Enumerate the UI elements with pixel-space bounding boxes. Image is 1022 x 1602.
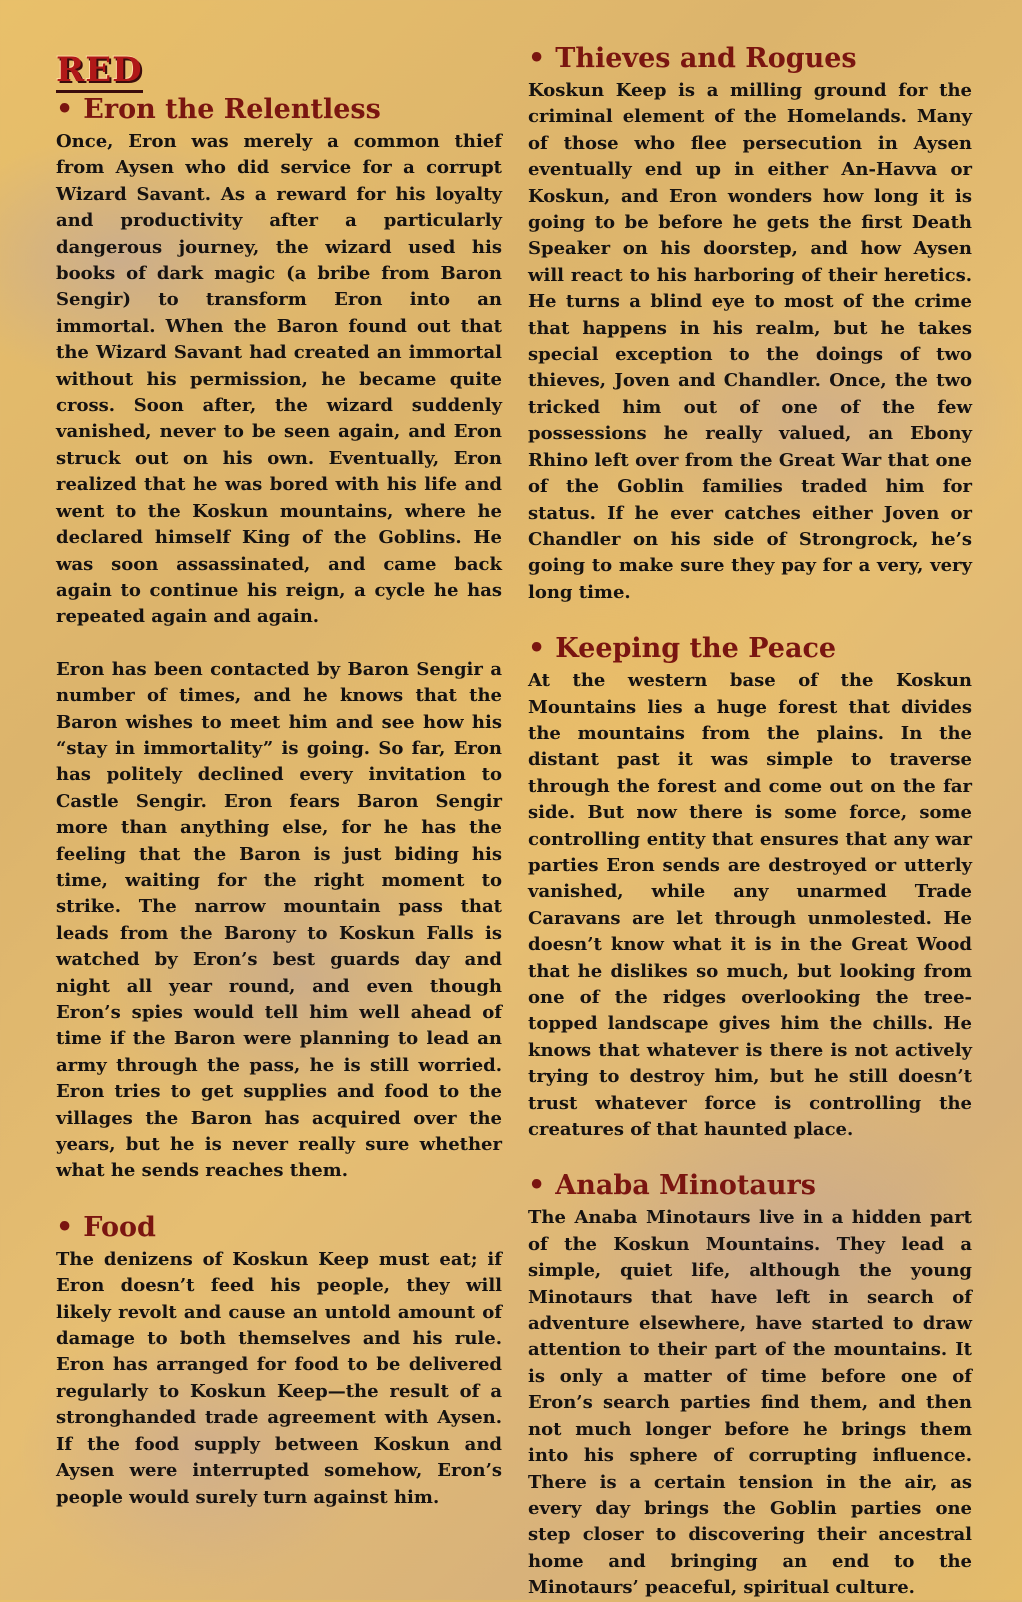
paragraph-gap (528, 1143, 972, 1169)
heading-text: Keeping the Peace (555, 633, 837, 665)
section-label-red: RED (56, 50, 143, 93)
paragraph-gap (56, 1185, 502, 1211)
heading-text: Eron the Relentless (83, 94, 381, 125)
paragraph-thieves: Koskun Keep is a milling ground for the criminal element of the Homelands. Many of those who flee persecution in Aysen eventually end up in either An-Havva or Koskun, and Eron wonders how long it is going to be before he gets the first Death Speaker on his doorstep, and how Aysen will react to his harboring of their heretics. He turns a blind eye to most of the crime that happens in his realm, but he takes special exception to the doings of two thieves, Joven and Chandler. Once, the two tricked him out of one of the few possessions he really valued, an Ebony Rhino left over from the Great War that one of the Goblin families traded him for status. If he ever catches either Joven or Chandler on his side of Strongrock, he’s going to make sure they pay for a very, very long time. (528, 80, 972, 603)
heading-anaba-minotaurs (528, 1169, 972, 1203)
paragraph-eron-baron: Eron has been contacted by Baron Sengir a number of times, and he knows that the Baron wishes to meet him and see how his “stay in immortality” is going. So far, Eron has politely declined every invitation to Castle Sengir. Eron fears Baron Sengir more than anything else, for he has the feeling that the Baron is just biding his time, waiting for the right moment to strike. The narrow mountain pass that leads from the Barony to Koskun Falls is watched by Eron’s best guards day and night all year round, and even though Eron’s spies would tell him well ahead of time if the Baron were planning to lead an army through the pass, he is still worried. Eron tries to get supplies and food to the villages the Baron has acquired over the years, but he is never really sure whether what he sends reaches them. (56, 658, 502, 1182)
heading-eron-the-relentless (56, 93, 502, 127)
bullet-icon: • (528, 43, 546, 74)
paragraph-eron-origin: Once, Eron was merely a common thief from Aysen who did service for a corrupt Wizard Savant. As a reward for his loyalty and productivity after a particularly dangerous journey, the wizard used his books of dark magic (a bribe from Baron Sengir) to transform Eron into an immortal. When the Baron found out that the Wizard Savant had created an immortal without his permission, he became quite cross. Soon after, the wizard suddenly vanished, never to be seen again, and Eron struck out on his own. Eventually, Eron realized that he was bored with his life and went to the Koskun mountains, where he declared himself King of the Goblins. He was soon assassinated, and came back again to continue his reign, a cycle he has repeated again and again. (56, 131, 502, 628)
paragraph-food: The denizens of Koskun Keep must eat; if Eron doesn’t feed his people, they will likely revolt and cause an untold amount of damage to both themselves and his rule. Eron has arranged for food to be delivered regularly to Koskun Keep—the result of a stronghanded trade agreement with Aysen. If the food supply between Koskun and Aysen were interrupted somehow, Eron’s people would surely turn against him. (56, 1248, 502, 1508)
paragraph-gap (56, 631, 502, 657)
heading-text: Food (83, 1211, 156, 1243)
right-column (528, 42, 972, 1602)
heading-keeping-the-peace (528, 632, 972, 666)
paragraph-gap (528, 606, 972, 632)
heading-text: Thieves and Rogues (555, 43, 857, 74)
heading-thieves-and-rogues (528, 42, 972, 76)
bullet-icon: • (528, 633, 546, 665)
left-column (56, 42, 502, 1511)
paragraph-peace: At the western base of the Koskun Mountains lies a huge forest that divides the mountains from the plains. In the distant past it was simple to traverse through the forest and come out on the far side. But now there is some force, some controlling entity that ensures that any war parties Eron sends are destroyed or utterly vanished, while any unarmed Trade Caravans are let through unmolested. He doesn’t know what it is in the Great Wood that he dislikes so much, but looking from one of the ridges overlooking the tree-topped landscape gives him the chills. He knows that whatever is there is not actively trying to destroy him, but he still doesn’t trust whatever force is controlling the creatures of that haunted place. (528, 670, 972, 1141)
bullet-icon: • (56, 1211, 74, 1243)
bullet-icon: • (528, 1170, 546, 1202)
heading-text: Anaba Minotaurs (555, 1170, 816, 1202)
heading-food (56, 1211, 502, 1245)
paragraph-anaba: The Anaba Minotaurs live in a hidden part of the Koskun Mountains. They lead a simple, quiet life, although the young Minotaurs that have left in search of adventure elsewhere, have started to draw attention to their part of the mountains. It is only a matter of time before one of Eron’s search parties find them, and then not much longer before he brings them into his sphere of corrupting influence. There is a certain tension in the air, as every day brings the Goblin parties one step closer to discovering their ancestral home and bringing an end to the Minotaurs’ peaceful, spiritual culture. (528, 1207, 972, 1599)
bullet-icon: • (56, 94, 74, 125)
